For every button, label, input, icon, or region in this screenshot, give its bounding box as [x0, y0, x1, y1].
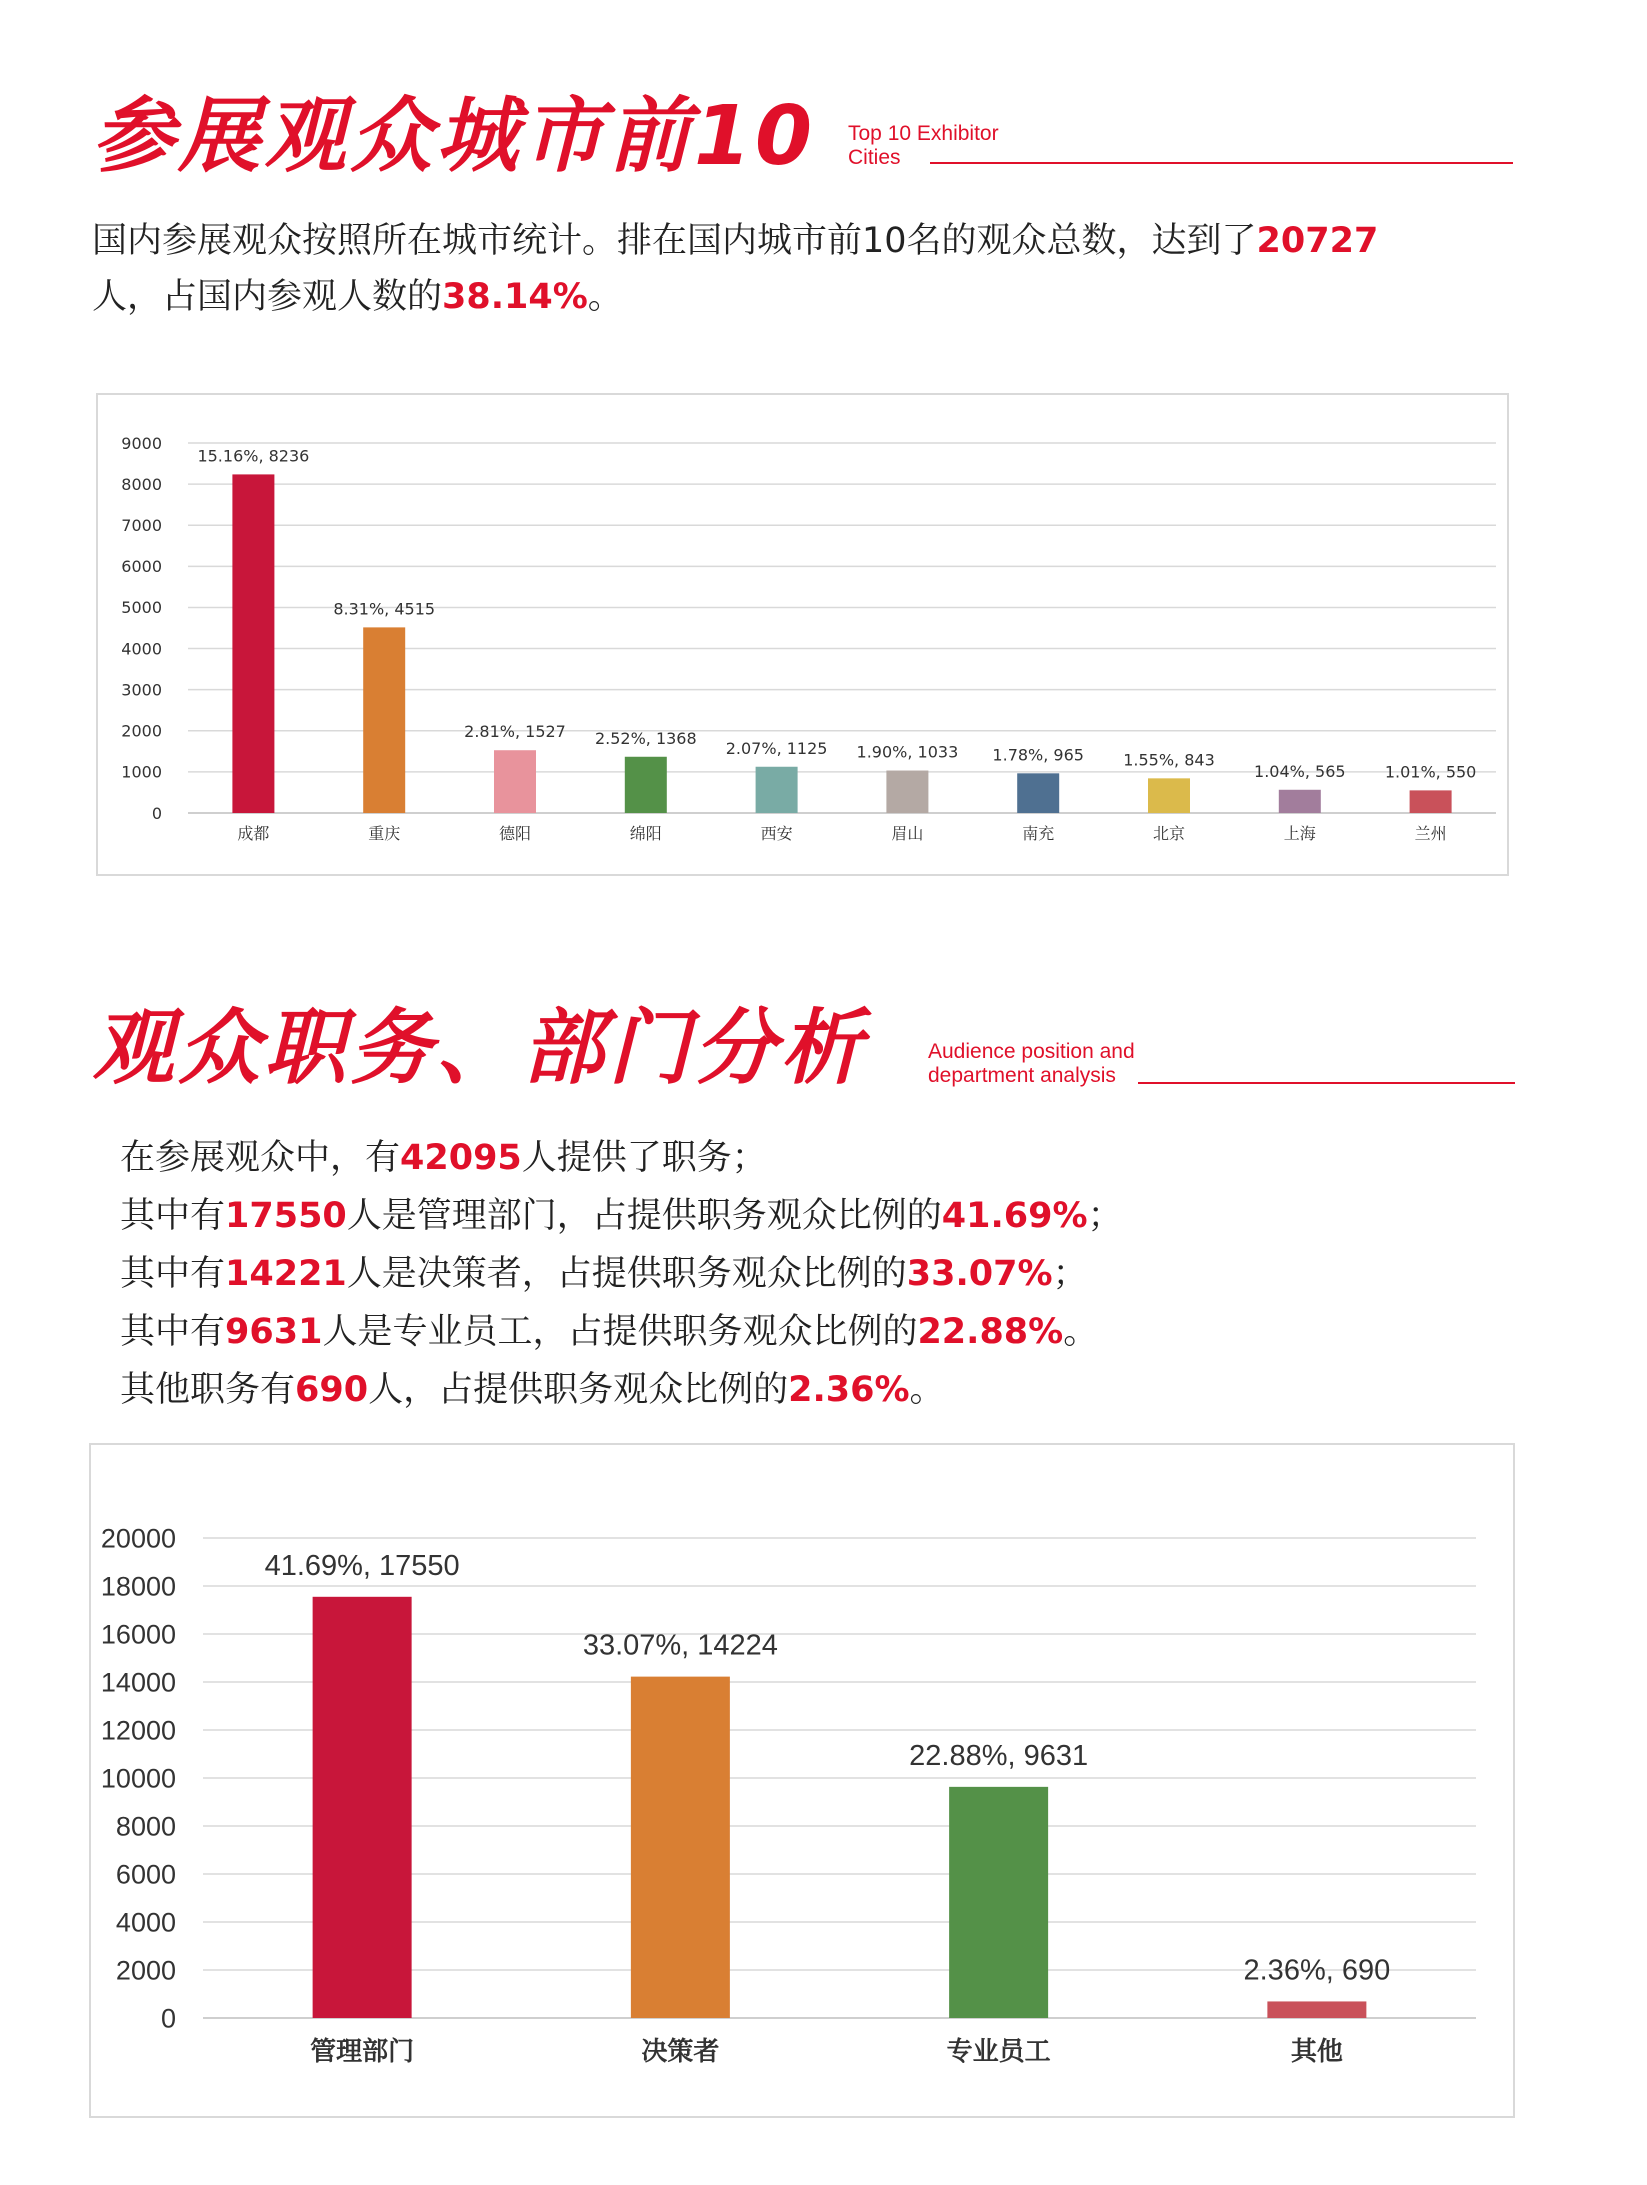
position-line-percent: 41.69%: [941, 1196, 1088, 1236]
position-line-text: 人是专业员工，占提供职务观众比例的: [322, 1312, 918, 1352]
data-label: 15.16%, 8236: [197, 446, 310, 466]
data-label: 2.07%, 1125: [725, 738, 828, 758]
data-label: 1.04%, 565: [1254, 761, 1346, 781]
data-label: 1.78%, 965: [992, 745, 1084, 765]
x-tick-label: 其他: [1290, 2036, 1343, 2066]
position-line-end: 。: [1063, 1312, 1099, 1352]
bar: [363, 627, 405, 813]
para1-text: 国内参展观众按照所在城市统计。排在国内城市前10名的观众总数，达到了: [92, 221, 1257, 261]
bar: [1267, 2001, 1366, 2018]
data-label: 1.55%, 843: [1123, 750, 1215, 770]
section1-subtitle-line2: Cities: [848, 146, 901, 169]
data-label: 2.36%, 690: [1243, 1954, 1391, 1987]
position-line: [120, 1133, 767, 1183]
y-tick-label: 20000: [100, 1523, 176, 1554]
y-tick-label: 18000: [100, 1571, 176, 1602]
position-line-text: 其中有: [120, 1196, 226, 1236]
position-line-percent: 22.88%: [917, 1312, 1064, 1352]
position-line-text: 人提供了职务；: [521, 1138, 767, 1178]
position-line: [120, 1249, 1088, 1299]
position-line-end: ；: [1052, 1254, 1088, 1294]
position-line-count: 690: [295, 1370, 369, 1410]
section1-paragraph-line2: [92, 272, 623, 322]
y-tick-label: 7000: [121, 515, 162, 535]
section2-title: 观众职务、部门分析: [92, 1001, 866, 1096]
position-line: [120, 1191, 1123, 1241]
position-chart: [89, 1443, 1515, 2118]
bar: [1017, 773, 1059, 813]
y-tick-label: 2000: [115, 1955, 176, 1986]
section1-subtitle-line1: Top 10 Exhibitor: [848, 122, 999, 145]
data-label: 1.01%, 550: [1384, 762, 1477, 782]
x-tick-label: 兰州: [1414, 824, 1447, 843]
y-tick-label: 16000: [100, 1619, 176, 1650]
position-line-count: 14221: [225, 1254, 347, 1294]
x-tick-label: 西安: [760, 824, 793, 843]
position-line-count: 17550: [225, 1196, 347, 1236]
x-tick-label: 眉山: [891, 824, 924, 843]
position-line-end: ；: [1087, 1196, 1123, 1236]
section1-rule: [930, 162, 1513, 164]
data-label: 8.31%, 4515: [333, 599, 436, 619]
section1-title: 参展观众城市前10: [92, 89, 817, 184]
y-tick-label: 10000: [100, 1763, 176, 1794]
x-tick-label: 管理部门: [310, 2036, 415, 2066]
bar: [313, 1597, 412, 2018]
para2-percent-value: 38.14%: [442, 277, 588, 317]
position-line-text: 人是决策者，占提供职务观众比例的: [346, 1254, 907, 1294]
bar: [1279, 790, 1321, 813]
position-line-text: 人，占提供职务观众比例的: [368, 1370, 789, 1410]
city-chart-svg: [98, 395, 1511, 878]
y-tick-label: 3000: [121, 680, 162, 700]
data-label: 33.07%, 14224: [582, 1629, 778, 1662]
data-label: 2.52%, 1368: [594, 728, 697, 748]
bar: [1410, 790, 1452, 813]
bar: [625, 757, 667, 813]
x-tick-label: 重庆: [368, 824, 401, 843]
position-line-text: 其中有: [120, 1312, 226, 1352]
para1-total-value: 20727: [1256, 221, 1379, 261]
y-tick-label: 0: [151, 803, 162, 823]
x-tick-label: 绵阳: [629, 824, 662, 843]
bar: [949, 1787, 1048, 2018]
city-chart: [96, 393, 1509, 876]
section2-subtitle-line2: department analysis: [928, 1064, 1116, 1087]
position-line: [120, 1307, 1098, 1357]
y-tick-label: 0: [160, 2003, 176, 2034]
position-line-count: 9631: [225, 1312, 323, 1352]
data-label: 2.81%, 1527: [464, 722, 566, 742]
y-tick-label: 6000: [115, 1859, 176, 1890]
x-tick-label: 专业员工: [946, 2036, 1051, 2066]
bar: [494, 750, 536, 813]
y-tick-label: 8000: [115, 1811, 176, 1842]
position-line-text: 人是管理部门，占提供职务观众比例的: [346, 1196, 942, 1236]
para2-text: 人，占国内参观人数的: [92, 277, 443, 317]
y-tick-label: 14000: [100, 1667, 176, 1698]
position-line-text: 在参展观众中，有: [120, 1138, 401, 1178]
data-label: 22.88%, 9631: [909, 1739, 1089, 1772]
section2-subtitle: [928, 1040, 1135, 1088]
bar: [232, 474, 274, 813]
position-line-text: 其他职务有: [120, 1370, 296, 1410]
position-line-end: 。: [909, 1370, 945, 1410]
y-tick-label: 9000: [121, 433, 162, 453]
bar: [631, 1677, 730, 2018]
y-tick-label: 5000: [121, 598, 162, 618]
x-tick-label: 南充: [1022, 824, 1055, 843]
section1-paragraph-line1: [92, 216, 1378, 266]
x-tick-label: 成都: [237, 824, 270, 843]
x-tick-label: 决策者: [641, 2036, 720, 2066]
x-tick-label: 德阳: [498, 824, 532, 843]
data-label: 41.69%, 17550: [264, 1549, 460, 1582]
y-tick-label: 4000: [121, 639, 162, 659]
position-line: [120, 1365, 945, 1415]
position-line-count: 42095: [400, 1138, 522, 1178]
y-tick-label: 8000: [121, 474, 162, 494]
y-tick-label: 12000: [100, 1715, 176, 1746]
para2-end: 。: [587, 277, 623, 317]
position-line-text: 其中有: [120, 1254, 226, 1294]
y-tick-label: 6000: [121, 557, 162, 577]
section2-subtitle-line1: Audience position and: [928, 1040, 1135, 1063]
position-line-percent: 33.07%: [906, 1254, 1053, 1294]
bar: [756, 767, 798, 813]
y-tick-label: 1000: [121, 762, 162, 782]
bar: [1148, 778, 1190, 813]
position-chart-svg: [91, 1445, 1517, 2120]
data-label: 1.90%, 1033: [856, 742, 959, 762]
position-line-percent: 2.36%: [788, 1370, 910, 1410]
y-tick-label: 2000: [121, 721, 162, 741]
x-tick-label: 上海: [1283, 824, 1316, 843]
y-tick-label: 4000: [115, 1907, 176, 1938]
section2-rule: [1138, 1082, 1515, 1084]
x-tick-label: 北京: [1152, 824, 1186, 843]
bar: [886, 771, 928, 813]
